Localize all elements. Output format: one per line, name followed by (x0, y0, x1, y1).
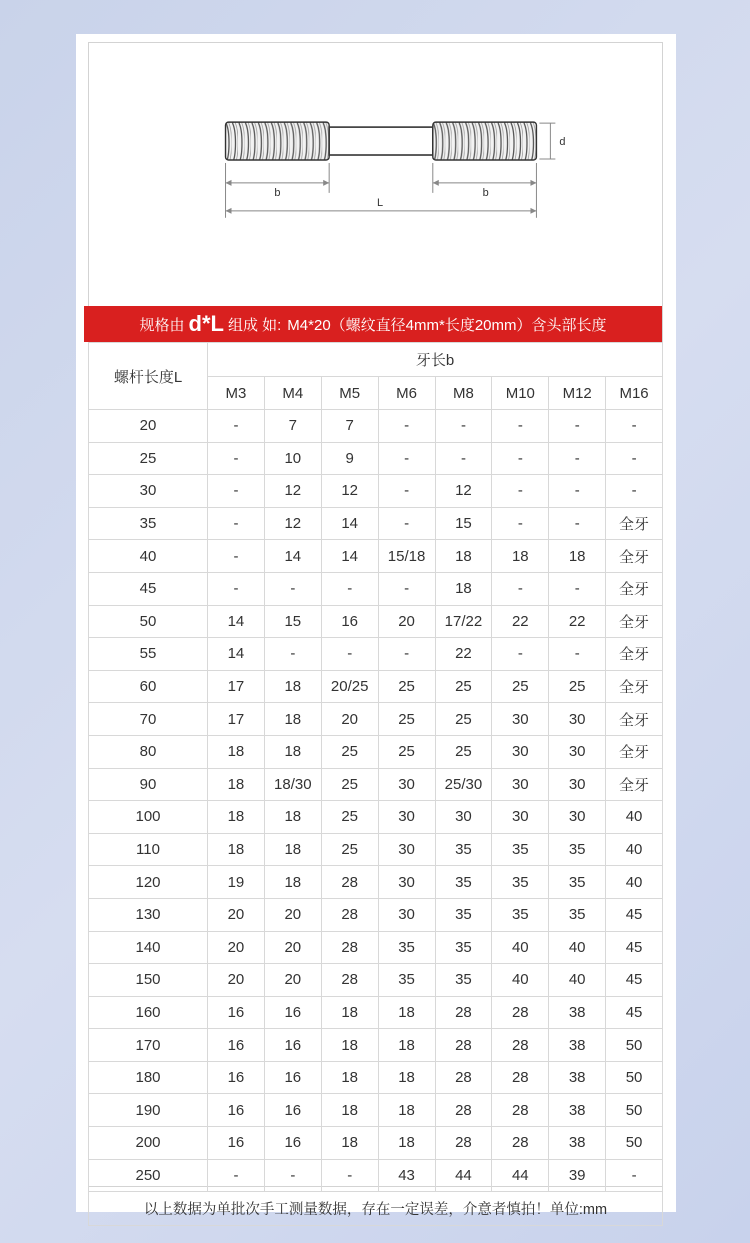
thread-length-cell: 50 (606, 1094, 663, 1127)
thread-length-cell: - (378, 572, 435, 605)
thread-length-cell: 30 (549, 703, 606, 736)
thread-length-cell: - (264, 638, 321, 671)
thread-length-cell: - (492, 572, 549, 605)
column-header: M16 (606, 377, 663, 410)
thread-length-cell: 28 (492, 996, 549, 1029)
thread-length-cell: - (264, 1159, 321, 1192)
thread-length-cell: 30 (378, 898, 435, 931)
table-row (89, 475, 663, 508)
thread-length-cell: 35 (492, 866, 549, 899)
thread-length-cell: 18 (321, 1061, 378, 1094)
thread-length-cell: - (492, 507, 549, 540)
thread-length-cell: 9 (321, 442, 378, 475)
length-cell: 50 (89, 605, 208, 638)
thread-length-cell: 19 (208, 866, 265, 899)
length-cell: 45 (89, 572, 208, 605)
thread-length-cell: 25 (549, 670, 606, 703)
thread-length-cell: 18 (264, 866, 321, 899)
thread-length-cell: 18 (378, 1127, 435, 1160)
thread-length-cell: 30 (549, 768, 606, 801)
label-b-left: b (274, 186, 281, 199)
thread-length-cell: 全牙 (606, 670, 663, 703)
banner-suffix: 组成 如: (227, 316, 282, 334)
thread-length-cell: 35 (435, 898, 492, 931)
thread-length-cell: 28 (435, 1127, 492, 1160)
thread-length-cell: 18 (378, 1061, 435, 1094)
thread-length-cell: 25 (378, 735, 435, 768)
thread-length-cell: 16 (264, 1094, 321, 1127)
thread-length-cell: 全牙 (606, 507, 663, 540)
thread-length-cell: 38 (549, 1029, 606, 1062)
thread-length-cell: 28 (492, 1094, 549, 1127)
thread-length-cell: 15 (264, 605, 321, 638)
thread-length-cell: 7 (321, 410, 378, 443)
thread-length-cell: - (492, 475, 549, 508)
thread-length-cell: - (321, 638, 378, 671)
thread-length-cell: 17/22 (435, 605, 492, 638)
length-cell: 20 (89, 410, 208, 443)
label-L: L (376, 196, 384, 209)
thread-length-cell: 40 (492, 964, 549, 997)
thread-length-cell: 28 (435, 1061, 492, 1094)
banner-format: d*L (188, 311, 224, 336)
thread-length-cell: 18 (264, 670, 321, 703)
thread-length-cell: 30 (549, 735, 606, 768)
thread-length-cell: 15 (435, 507, 492, 540)
thread-length-cell: 7 (264, 410, 321, 443)
thread-length-cell: 12 (264, 475, 321, 508)
thread-length-cell: 18 (321, 996, 378, 1029)
spec-card (76, 34, 676, 1219)
length-cell: 40 (89, 540, 208, 573)
table-row (89, 572, 663, 605)
thread-length-cell: 16 (264, 996, 321, 1029)
length-cell: 100 (89, 801, 208, 834)
thread-length-cell: - (549, 410, 606, 443)
thread-length-cell: 14 (208, 638, 265, 671)
table-row (89, 605, 663, 638)
banner-prefix: 规格由 (139, 316, 185, 334)
length-cell: 150 (89, 964, 208, 997)
length-cell: 70 (89, 703, 208, 736)
label-b-right: b (482, 186, 489, 199)
thread-length-cell: 18 (264, 735, 321, 768)
thread-length-cell: 30 (492, 801, 549, 834)
thread-length-cell: 全牙 (606, 768, 663, 801)
table-row (89, 801, 663, 834)
thread-length-cell: 35 (549, 833, 606, 866)
length-cell: 80 (89, 735, 208, 768)
length-cell: 200 (89, 1127, 208, 1160)
thread-length-cell: 50 (606, 1061, 663, 1094)
thread-length-cell: 15/18 (378, 540, 435, 573)
thread-length-cell: 28 (492, 1029, 549, 1062)
length-cell: 130 (89, 898, 208, 931)
table-row (89, 1159, 663, 1192)
group-header: 牙长b (208, 343, 663, 377)
thread-length-cell: 28 (492, 1061, 549, 1094)
length-cell: 250 (89, 1159, 208, 1192)
thread-length-cell: 25 (378, 703, 435, 736)
thread-length-cell: 25 (321, 833, 378, 866)
thread-length-cell: 38 (549, 1094, 606, 1127)
thread-length-cell: 18 (549, 540, 606, 573)
thread-length-cell: - (208, 540, 265, 573)
thread-length-cell: - (378, 638, 435, 671)
thread-length-cell: 28 (321, 964, 378, 997)
thread-length-cell: 35 (435, 833, 492, 866)
thread-length-cell: 18 (378, 1029, 435, 1062)
shank (329, 127, 433, 155)
thread-length-cell: - (208, 1159, 265, 1192)
thread-length-cell: 45 (606, 964, 663, 997)
thread-length-cell: 28 (435, 1029, 492, 1062)
thread-length-cell: 18 (208, 735, 265, 768)
thread-length-cell: 35 (492, 898, 549, 931)
thread-length-cell: 16 (208, 1061, 265, 1094)
thread-length-cell: 35 (435, 931, 492, 964)
thread-length-cell: 39 (549, 1159, 606, 1192)
thread-length-cell: 20 (208, 898, 265, 931)
thread-length-cell: 17 (208, 670, 265, 703)
thread-length-cell: 14 (264, 540, 321, 573)
thread-length-cell: 12 (435, 475, 492, 508)
length-cell: 170 (89, 1029, 208, 1062)
thread-length-cell: - (378, 410, 435, 443)
thread-length-cell: - (321, 572, 378, 605)
thread-length-cell: - (549, 572, 606, 605)
thread-length-cell: 35 (378, 964, 435, 997)
column-header: M6 (378, 377, 435, 410)
thread-length-cell: 22 (435, 638, 492, 671)
thread-length-cell: - (492, 638, 549, 671)
thread-length-cell: 18 (321, 1029, 378, 1062)
thread-length-cell: 12 (321, 475, 378, 508)
thread-length-cell: 16 (208, 996, 265, 1029)
right-thread (433, 122, 537, 160)
thread-length-cell: 30 (492, 703, 549, 736)
thread-length-cell: 16 (208, 1127, 265, 1160)
thread-length-cell: 35 (378, 931, 435, 964)
thread-length-cell: - (208, 572, 265, 605)
thread-length-cell: - (321, 1159, 378, 1192)
thread-length-cell: 10 (264, 442, 321, 475)
thread-length-cell: 17 (208, 703, 265, 736)
thread-length-cell: 30 (492, 735, 549, 768)
length-cell: 160 (89, 996, 208, 1029)
thread-length-cell: - (492, 442, 549, 475)
thread-length-cell: 全牙 (606, 540, 663, 573)
thread-length-cell: 20 (321, 703, 378, 736)
thread-length-cell: 28 (321, 866, 378, 899)
thread-length-cell: 22 (549, 605, 606, 638)
table-row (89, 833, 663, 866)
thread-length-cell: 30 (549, 801, 606, 834)
thread-length-cell: 18 (492, 540, 549, 573)
thread-length-cell: - (378, 475, 435, 508)
thread-length-cell: 35 (549, 898, 606, 931)
thread-length-cell: - (549, 507, 606, 540)
thread-length-cell: 45 (606, 996, 663, 1029)
table-row (89, 931, 663, 964)
thread-length-cell: 全牙 (606, 572, 663, 605)
thread-length-cell: 30 (378, 801, 435, 834)
table-row (89, 1029, 663, 1062)
thread-length-cell: 25 (435, 703, 492, 736)
table-row (89, 1061, 663, 1094)
thread-length-cell: 20 (378, 605, 435, 638)
thread-length-cell: 28 (492, 1127, 549, 1160)
thread-length-cell: 25 (321, 768, 378, 801)
thread-length-cell: 全牙 (606, 735, 663, 768)
thread-length-cell: - (606, 1159, 663, 1192)
thread-length-cell: 30 (435, 801, 492, 834)
thread-length-cell: 40 (606, 866, 663, 899)
thread-length-cell: 35 (435, 866, 492, 899)
thread-length-cell: 38 (549, 1061, 606, 1094)
banner-example: M4*20（螺纹直径4mm*长度20mm）含头部长度 (287, 316, 607, 334)
length-cell: 110 (89, 833, 208, 866)
table-row (89, 996, 663, 1029)
table-row (89, 703, 663, 736)
thread-length-cell: - (208, 475, 265, 508)
thread-length-table (88, 342, 663, 1226)
thread-length-cell: 38 (549, 996, 606, 1029)
thread-length-cell: - (606, 442, 663, 475)
table-row (89, 898, 663, 931)
thread-length-cell: 全牙 (606, 638, 663, 671)
length-cell: 180 (89, 1061, 208, 1094)
table-row (89, 964, 663, 997)
length-cell: 35 (89, 507, 208, 540)
thread-length-cell: 18 (378, 1094, 435, 1127)
column-header: M5 (321, 377, 378, 410)
spec-format-banner (84, 306, 662, 342)
thread-length-cell: 20 (264, 964, 321, 997)
thread-length-cell: 16 (264, 1127, 321, 1160)
thread-length-cell: 40 (606, 801, 663, 834)
thread-length-cell: 30 (378, 866, 435, 899)
measurement-note: 以上数据为单批次手工测量数据，存在一定误差，介意者慎拍！单位:mm (89, 1192, 663, 1226)
thread-length-cell: 44 (492, 1159, 549, 1192)
thread-length-cell: - (378, 442, 435, 475)
thread-length-cell: 40 (549, 931, 606, 964)
thread-length-cell: - (606, 475, 663, 508)
length-cell: 25 (89, 442, 208, 475)
thread-length-cell: - (549, 475, 606, 508)
thread-length-cell: 20/25 (321, 670, 378, 703)
thread-length-cell: 30 (378, 768, 435, 801)
row-header: 螺杆长度L (89, 343, 208, 410)
thread-length-cell: 全牙 (606, 605, 663, 638)
length-cell: 90 (89, 768, 208, 801)
thread-length-cell: 14 (321, 540, 378, 573)
table-row (89, 866, 663, 899)
thread-length-cell: - (208, 442, 265, 475)
thread-length-cell: 18 (321, 1127, 378, 1160)
column-header: M10 (492, 377, 549, 410)
thread-length-cell: 18 (378, 996, 435, 1029)
thread-length-cell: 16 (264, 1061, 321, 1094)
table-row (89, 768, 663, 801)
thread-length-cell: - (435, 442, 492, 475)
thread-length-cell: 18 (435, 540, 492, 573)
thread-length-cell: 40 (606, 833, 663, 866)
thread-length-cell: 25/30 (435, 768, 492, 801)
thread-length-cell: - (208, 507, 265, 540)
thread-length-cell: 30 (378, 833, 435, 866)
thread-length-cell: 44 (435, 1159, 492, 1192)
table-row (89, 1094, 663, 1127)
thread-length-cell: 18 (208, 801, 265, 834)
thread-length-cell: 20 (264, 931, 321, 964)
thread-length-cell: 20 (208, 931, 265, 964)
thread-length-cell: 全牙 (606, 703, 663, 736)
thread-length-cell: 22 (492, 605, 549, 638)
thread-length-cell: 25 (321, 801, 378, 834)
thread-length-cell: 12 (264, 507, 321, 540)
length-cell: 120 (89, 866, 208, 899)
thread-length-cell: 25 (321, 735, 378, 768)
thread-length-cell: 18 (264, 801, 321, 834)
thread-length-cell: 28 (321, 898, 378, 931)
thread-length-cell: 14 (321, 507, 378, 540)
thread-length-cell: - (208, 410, 265, 443)
thread-length-cell: 28 (435, 1094, 492, 1127)
table-row (89, 1127, 663, 1160)
thread-length-cell: 35 (492, 833, 549, 866)
column-header: M8 (435, 377, 492, 410)
thread-length-cell: 50 (606, 1127, 663, 1160)
table-row (89, 410, 663, 443)
thread-length-cell: 45 (606, 931, 663, 964)
stud-bolt-diagram (89, 43, 662, 273)
table-row (89, 670, 663, 703)
thread-length-cell: 28 (321, 931, 378, 964)
thread-length-cell: 40 (549, 964, 606, 997)
table-row (89, 540, 663, 573)
thread-length-cell: 28 (435, 996, 492, 1029)
thread-length-cell: 18 (264, 703, 321, 736)
thread-length-cell: - (492, 410, 549, 443)
length-cell: 190 (89, 1094, 208, 1127)
thread-length-cell: 30 (492, 768, 549, 801)
thread-length-cell: - (606, 410, 663, 443)
thread-length-cell: 16 (208, 1094, 265, 1127)
thread-length-cell: 18 (208, 833, 265, 866)
column-header: M3 (208, 377, 265, 410)
thread-length-cell: - (378, 507, 435, 540)
thread-length-cell: 35 (435, 964, 492, 997)
thread-length-cell: - (549, 638, 606, 671)
thread-length-cell: - (549, 442, 606, 475)
label-d: d (559, 136, 566, 149)
thread-length-cell: 25 (378, 670, 435, 703)
thread-length-cell: 38 (549, 1127, 606, 1160)
thread-length-cell: 45 (606, 898, 663, 931)
length-cell: 30 (89, 475, 208, 508)
thread-length-cell: 50 (606, 1029, 663, 1062)
thread-length-cell: 16 (208, 1029, 265, 1062)
thread-length-cell: 16 (321, 605, 378, 638)
thread-length-cell: 35 (549, 866, 606, 899)
thread-length-cell: 40 (492, 931, 549, 964)
table-row (89, 507, 663, 540)
length-cell: 140 (89, 931, 208, 964)
thread-length-cell: 25 (435, 670, 492, 703)
column-header: M12 (549, 377, 606, 410)
thread-length-cell: 18 (435, 572, 492, 605)
left-thread (226, 122, 330, 160)
thread-length-cell: 25 (492, 670, 549, 703)
thread-length-cell: 43 (378, 1159, 435, 1192)
length-cell: 60 (89, 670, 208, 703)
thread-length-cell: 18 (264, 833, 321, 866)
length-cell: 55 (89, 638, 208, 671)
thread-length-cell: 16 (264, 1029, 321, 1062)
column-header: M4 (264, 377, 321, 410)
table-row (89, 735, 663, 768)
thread-length-cell: - (264, 572, 321, 605)
thread-length-cell: - (435, 410, 492, 443)
thread-length-cell: 14 (208, 605, 265, 638)
thread-length-cell: 20 (264, 898, 321, 931)
table-row (89, 442, 663, 475)
thread-length-cell: 18/30 (264, 768, 321, 801)
thread-length-cell: 25 (435, 735, 492, 768)
table-row (89, 638, 663, 671)
thread-length-cell: 18 (321, 1094, 378, 1127)
thread-length-cell: 18 (208, 768, 265, 801)
thread-length-cell: 20 (208, 964, 265, 997)
